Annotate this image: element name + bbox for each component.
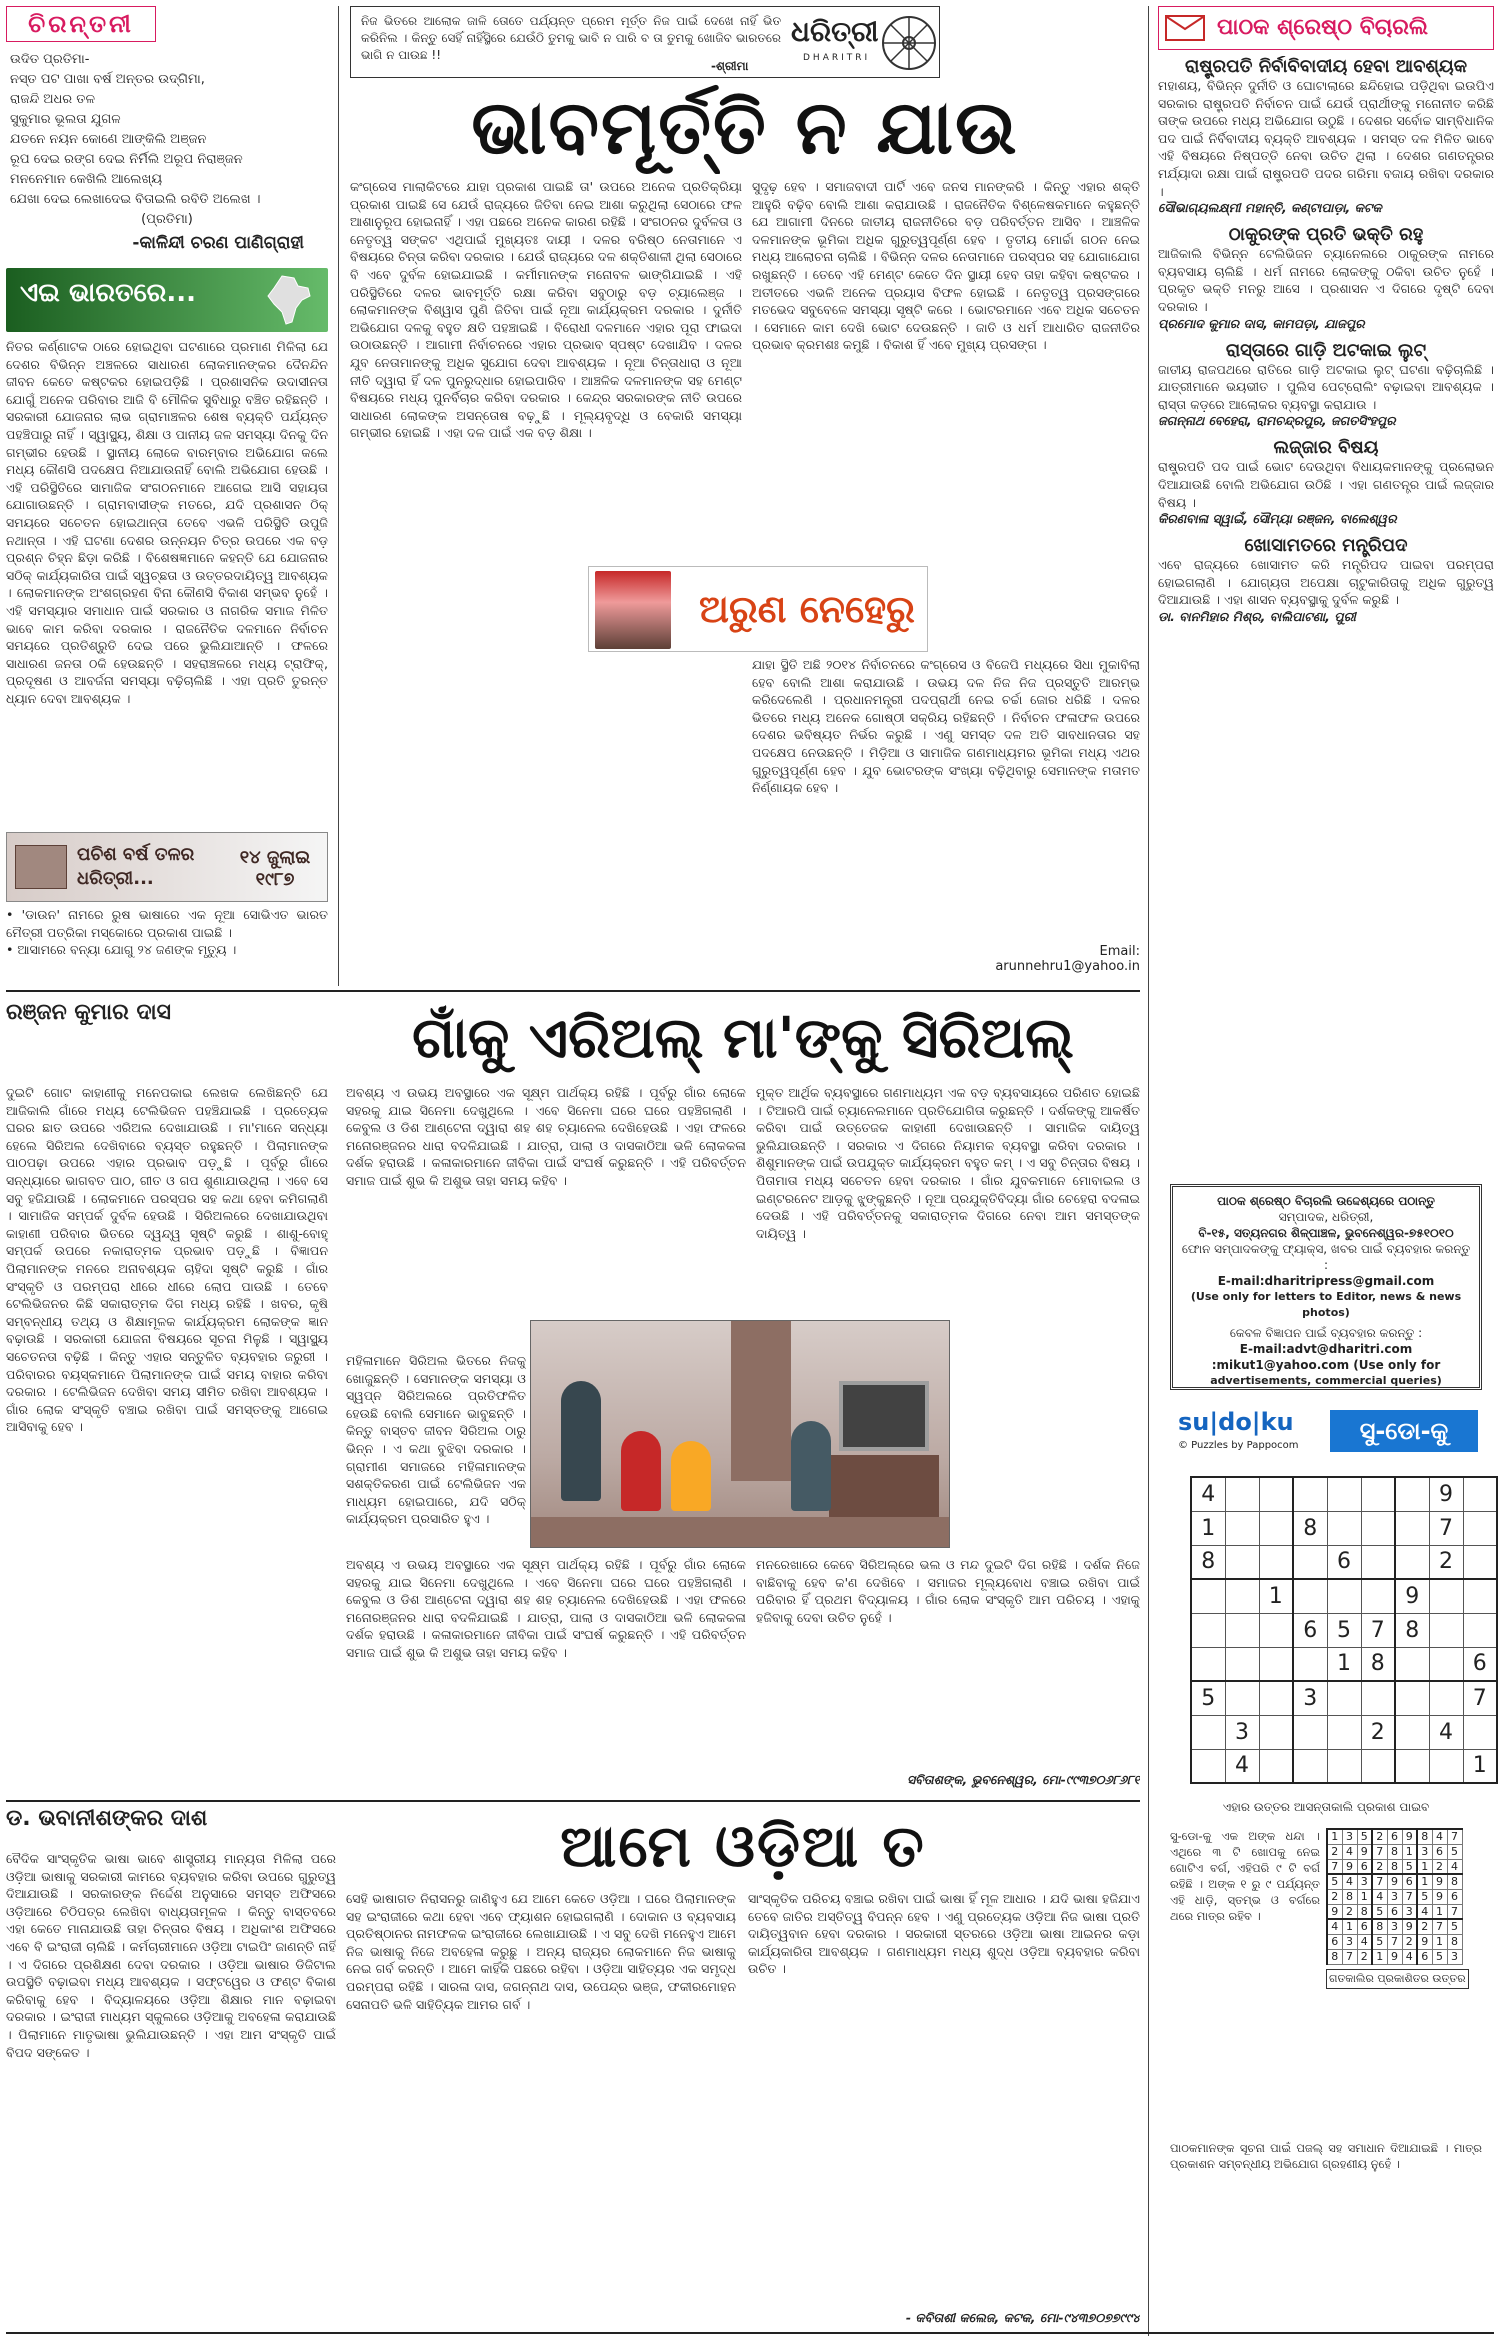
answer-cell: 7 [1432, 1919, 1447, 1934]
answer-cell-row [1327, 1949, 1462, 1964]
sudoku-cell: 1 [1327, 1647, 1361, 1681]
sudoku-cell[interactable] [1259, 1545, 1293, 1579]
answer-cell: 8 [1327, 1949, 1342, 1964]
sudoku-cell[interactable] [1293, 1477, 1327, 1511]
answer-cell: 2 [1417, 1919, 1432, 1934]
answer-cell: 7 [1372, 1844, 1387, 1859]
ganku-col3: ମୁକ୍ତ ଆର୍ଥିକ ବ୍ୟବସ୍ଥାରେ ଗଣମାଧ୍ୟମ ଏକ ବଡ଼ ବ୍ୟବସାୟରେ ପରିଣତ ହୋଇଛି । ଟିଆରପି ପାଇଁ ଚ୍ୟାନେଲମାନେ ପ୍ରତିଯୋଗିତା କରୁଛନ୍ତି । ଦର୍ଶକଙ୍କୁ ଆକର୍ଷିତ କରିବା ପାଇଁ ଉତ୍ତେଜକ କାହାଣୀ ଦେଖାଉଛନ୍ତି । ସାମାଜିକ ଦାୟିତ୍ୱ ଭୁଲିଯାଉଛନ୍ତି । ସରକାର ଏ ଦିଗରେ ନିୟାମକ ବ୍ୟବସ୍ଥା କରିବା ଦରକାର । ଶିଶୁମାନଙ୍କ ପାଇଁ ଉପଯୁକ୍ତ କାର୍ଯ୍ୟକ୍ରମ ବହୁତ କମ୍ । ଏ ସବୁ ଚିନ୍ତାର ବିଷୟ । ପିତାମାତା ମଧ୍ୟ ସଚେତନ ହେବା ଦରକାର । ଗାଁର ଯୁବକମାନେ ମୋବାଇଲ ଓ ଇଣ୍ଟରନେଟ ଆଡ଼କୁ ଝୁଙ୍କୁଛନ୍ତି । ନୂଆ ପ୍ରଯୁକ୍ତିବିଦ୍ୟା ଗାଁର ଚେହେରା ବଦଳାଇ ଦେଉଛି । ଏହି ପରିବର୍ତ୍ତନକୁ ସକାରାତ୍ମକ ଦିଗରେ ନେବା ଆମ ସମସ୍ତଙ୍କ ଦାୟିତ୍ୱ । [756, 1085, 1140, 1241]
pachisha-barsha-title: ପଚିଶ ବର୍ଷ ତଳର ଧରିତ୍ରୀ... [77, 844, 195, 889]
contact-email-1-note: (Use only for letters to Editor, news & news photos) [1190, 1290, 1462, 1319]
sudoku-cell[interactable] [1225, 1511, 1259, 1545]
sudoku-cell[interactable] [1463, 1579, 1497, 1613]
sudoku-cell[interactable] [1361, 1749, 1395, 1783]
right-column-divider [1148, 6, 1149, 2336]
sudoku-answer-caption: ଗତକାଲିର ପ୍ରକାଶିତର ଉତ୍ତର [1326, 1969, 1469, 1989]
answer-cell: 9 [1417, 1934, 1432, 1949]
sudoku-cell[interactable] [1327, 1681, 1361, 1715]
sudoku-cell: 9 [1429, 1477, 1463, 1511]
pathak-h4: ଲଜ୍ଜାର ବିଷୟ [1273, 437, 1379, 459]
sudoku-cell[interactable] [1463, 1715, 1497, 1749]
answer-cell: 4 [1327, 1919, 1342, 1934]
answer-cell: 8 [1447, 1934, 1462, 1949]
answer-cell-row [1327, 1859, 1462, 1874]
sudoku-cell[interactable] [1463, 1477, 1497, 1511]
answer-cell: 6 [1387, 1904, 1402, 1919]
sudoku-cell: 6 [1327, 1545, 1361, 1579]
chirantani-poem: ଉଦିତ ପ୍ରତିମା- ନସ୍ତ ପଟ ପାଖା ବର୍ଷ ଅନ୍ତର ଉଦ୍ଗିମା, ରାଜନ୍ଦି ଅଧର ତଳ ସୁକୁମାର ଭୂଲତା ଯୁଗଳ ଯତନେ ନୟନ କୋଣେ ଆଙ୍କିଲି ଅଞ୍ଜନ ରୂପ ଦେଇ ରଙ୍ଗ ଦେଇ ନିର୍ମିଲି ଅରୂପ ନିରାଞ୍ଜନ ମନନେମାନ କେଖିଲି ଆଲେଖ୍ୟ ଯେଖା ଦେଇ ଲେଖାଦେଇ ବିତାଇଲି ରବିତି ଅଲେଖ । [10, 52, 261, 207]
answer-cell: 9 [1432, 1889, 1447, 1904]
sudoku-cell: 8 [1395, 1613, 1429, 1647]
answer-cell: 1 [1357, 1889, 1372, 1904]
sudoku-cell[interactable] [1463, 1511, 1497, 1545]
answer-cell: 7 [1447, 1829, 1462, 1844]
answer-cell: 6 [1357, 1859, 1372, 1874]
answer-cell: 1 [1417, 1874, 1432, 1889]
sudoku-cell: 7 [1429, 1511, 1463, 1545]
ganku-col3-tail: ମନରେଖାରେ କେବେ ସିରିଅଲ୍ରେ ଭଲ ଓ ମନ୍ଦ ଦୁଇଟି ଦିଗ ରହିଛି । ଦର୍ଶକ ନିଜେ ବାଛିବାକୁ ହେବ କ'ଣ ଦେଖିବେ । ସମାଜର ମୂଲ୍ୟବୋଧ ବଞ୍ଚାଇ ରଖିବା ପାଇଁ ପରିବାର ହିଁ ପ୍ରଥମ ବିଦ୍ୟାଳୟ । ଗାଁର ଲୋକ ସଂସ୍କୃତି ଆମ ପରିଚୟ । ଏହାକୁ ହଜିବାକୁ ଦେବା ଉଚିତ ନୁହେଁ । [756, 1557, 1140, 1625]
pathak-b1: ମହାଶୟ, ବିଭିନ୍ନ ଦୁର୍ନୀତି ଓ ଘୋଟାଲାରେ ଛନ୍ଦିହୋଇ ପଡ଼ିଥିବା ଇଉପିଏ ସରକାର ରାଷ୍ଟ୍ରପତି ନିର୍ବାଚନ ପାଇଁ ଯେଉଁ ପ୍ରାର୍ଥୀଙ୍କୁ ମନୋନୀତ କରିଛି ତାଙ୍କ ଉପରେ ମଧ୍ୟ ଅଭିଯୋଗ ଉଠୁଛି । ଦେଶର ସର୍ବୋଚ୍ଚ ସାମ୍ବିଧାନିକ ପଦ ପାଇଁ ନିର୍ବିବାଦୀୟ ବ୍ୟକ୍ତି ଆବଶ୍ୟକ । ସମସ୍ତ ଦଳ ମିଳିତ ଭାବେ ଏହି ବିଷୟରେ ନିଷ୍ପତ୍ତି ନେବା ଉଚିତ ଥିଲା । ଦେଶର ଗଣତନ୍ତ୍ରର ମର୍ଯ୍ୟାଦା ରକ୍ଷା ପାଇଁ ରାଷ୍ଟ୍ରପତି ପଦର ଗରିମା ବଜାୟ ରଖିବା ଦରକାର । [1158, 78, 1494, 199]
ganku-headline: ଗାଁକୁ ଏରିଅଲ୍ ମା'ଙ୍କୁ ସିରିଅଲ୍ [412, 1006, 1074, 1071]
dharitri-logo-sub: DHARITRI [803, 53, 871, 63]
contact-line-4: ଫୋନ ସମ୍ପାଦକଙ୍କୁ ଫ୍ୟାକ୍ସ, ଖବର ପାଇଁ ବ୍ୟବହାର କରନ୍ତୁ : [1181, 1242, 1471, 1272]
author-photo [595, 571, 671, 649]
answer-cell: 9 [1387, 1949, 1402, 1964]
answer-cell: 5 [1417, 1889, 1432, 1904]
divider-low [6, 1800, 1140, 1802]
bhabamurti-headline: ଭାବମୂର୍ତ୍ତି ନ ଯାଉ [471, 85, 1019, 171]
sudoku-cell[interactable] [1463, 1613, 1497, 1647]
sudoku-cell[interactable] [1327, 1477, 1361, 1511]
sudoku-cell-row [1191, 1613, 1497, 1647]
ganku-col2: ଅବଶ୍ୟ ଏ ଉଭୟ ଅବସ୍ଥାରେ ଏକ ସୂକ୍ଷ୍ମ ପାର୍ଥକ୍ୟ ରହିଛି । ପୂର୍ବରୁ ଗାଁର ଲୋକେ ସହରକୁ ଯାଇ ସିନେମା ଦେଖୁଥିଲେ । ଏବେ ସିନେମା ଘରେ ଘରେ ପହଞ୍ଚିଗଲାଣି । କେବୁଲ ଓ ଡିଶ ଆଣ୍ଟେନା ଦ୍ୱାରା ଶହ ଶହ ଚ୍ୟାନେଲ ଦେଖିହେଉଛି । ଏହା ଫଳରେ ମନୋରଞ୍ଜନର ଧାରା ବଦଳିଯାଇଛି । ଯାତ୍ରା, ପାଲା ଓ ଦାସକାଠିଆ ଭଳି ଲୋକକଳା ଦର୍ଶକ ହରାଉଛି । କଳାକାରମାନେ ଜୀବିକା ପାଇଁ ସଂଘର୍ଷ କରୁଛନ୍ତି । ଏହି ପରିବର୍ତ୍ତନ ସମାଜ ପାଇଁ ଶୁଭ କି ଅଶୁଭ ତାହା ସମୟ କହିବ । [346, 1085, 746, 1188]
answer-cell: 3 [1387, 1889, 1402, 1904]
ganku-col2-bottom: ଅବଶ୍ୟ ଏ ଉଭୟ ଅବସ୍ଥାରେ ଏକ ସୂକ୍ଷ୍ମ ପାର୍ଥକ୍ୟ ରହିଛି । ପୂର୍ବରୁ ଗାଁର ଲୋକେ ସହରକୁ ଯାଇ ସିନେମା ଦେଖୁଥିଲେ । ଏବେ ସିନେମା ଘରେ ଘରେ ପହଞ୍ଚିଗଲାଣି । କେବୁଲ ଓ ଡିଶ ଆଣ୍ଟେନା ଦ୍ୱାରା ଶହ ଶହ ଚ୍ୟାନେଲ ଦେଖିହେଉଛି । ଏହା ଫଳରେ ମନୋରଞ୍ଜନର ଧାରା ବଦଳିଯାଇଛି । ଯାତ୍ରା, ପାଲା ଓ ଦାସକାଠିଆ ଭଳି ଲୋକକଳା ଦର୍ଶକ ହରାଉଛି । କଳାକାରମାନେ ଜୀବିକା ପାଇଁ ସଂଘର୍ଷ କରୁଛନ୍ତି । ଏହି ପରିବର୍ତ୍ତନ ସମାଜ ପାଇଁ ଶୁଭ କି ଅଶୁଭ ତାହା ସମୟ କହିବ । [346, 1557, 746, 1660]
answer-cell: 8 [1447, 1874, 1462, 1889]
sudoku-cell[interactable] [1259, 1749, 1293, 1783]
answer-cell: 7 [1387, 1934, 1402, 1949]
sudoku-cell: 2 [1429, 1545, 1463, 1579]
contact-email-1[interactable]: E-mail:dharitripress@gmail.com [1217, 1274, 1435, 1288]
answer-cell: 3 [1357, 1874, 1372, 1889]
sudoku-cell[interactable] [1429, 1681, 1463, 1715]
answer-cell: 3 [1447, 1949, 1462, 1964]
newspaper-icon [15, 845, 67, 889]
answer-cell-row [1327, 1934, 1462, 1949]
answer-cell: 7 [1342, 1949, 1357, 1964]
envelope-icon [1165, 15, 1205, 41]
chirantani-title: ଚିରନ୍ତନୀ [28, 10, 134, 38]
bottom-border [6, 2332, 1494, 2334]
sudoku-cell[interactable] [1361, 1511, 1395, 1545]
ame-odia-col2: ସେହି ଭାଷାଗତ ନିରାସନରୁ ଜାଣିହୁଏ ଯେ ଆମେ କେତେ ଓଡ଼ିଆ । ଘରେ ପିଲାମାନଙ୍କ ସହ ଇଂରାଜୀରେ କଥା ହେବା ଏବେ ଫ୍ୟାଶନ ହୋଇଗଲାଣି । ଦୋକାନ ଓ ବ୍ୟବସାୟ ପ୍ରତିଷ୍ଠାନର ନାମଫଳକ ଇଂରାଜୀରେ ଲେଖାଯାଉଛି । ଏ ସବୁ ଦେଖି ମନେହୁଏ ଆମେ ନିଜ ଭାଷାକୁ ନିଜେ ଅବହେଳା କରୁଛୁ । ଅନ୍ୟ ରାଜ୍ୟର ଲୋକମାନେ ନିଜ ଭାଷାକୁ ନେଇ ଗର୍ବ କରନ୍ତି । ଆମେ କାହିଁକି ପଛରେ ରହିବା । ଓଡ଼ିଆ ସାହିତ୍ୟର ଏକ ସମୃଦ୍ଧ ପରମ୍ପରା ରହିଛି । ସାରଳା ଦାସ, ଜଗନ୍ନାଥ ଦାସ, ଉପେନ୍ଦ୍ର ଭଞ୍ଜ, ଫକୀରମୋହନ ସେନାପତି ଭଳି ସାହିତ୍ୟିକ ଆମର ଗର୍ବ । [346, 1891, 736, 2012]
answer-cell: 9 [1327, 1904, 1342, 1919]
floor [531, 1517, 949, 1547]
ei-bharatare-title: ଏଇ ଭାରତରେ... [20, 278, 196, 308]
sudoku-cell: 3 [1225, 1715, 1259, 1749]
answer-cell: 4 [1357, 1934, 1372, 1949]
chirantani-author: -କାଳିନ୍ଦୀ ଚରଣ ପାଣିଗ୍ରାହୀ [132, 233, 304, 253]
sudoku-cell-row [1191, 1715, 1497, 1749]
answer-cell: 2 [1432, 1859, 1447, 1874]
answer-cell: 5 [1447, 1919, 1462, 1934]
divider-mid [6, 990, 1140, 992]
pathak-s4: କିରଣବାଳା ସ୍ୱାଇଁ, ସୌମ୍ୟା ରଞ୍ଜନ, ବାଲେଶ୍ୱର [1158, 511, 1397, 527]
answer-cell: 3 [1342, 1934, 1357, 1949]
sudoku-cell-row [1191, 1647, 1497, 1681]
answer-cell: 8 [1387, 1859, 1402, 1874]
masthead-quote-box [350, 6, 940, 78]
answer-cell: 1 [1372, 1949, 1387, 1964]
pachisha-barsha-date: ୧୪ ଜୁଲାଇ ୧୯୮୭ [239, 847, 311, 890]
sudoku-cell[interactable] [1327, 1511, 1361, 1545]
sudoku-cell[interactable] [1225, 1579, 1259, 1613]
answer-cell: 2 [1372, 1859, 1387, 1874]
ei-bharatare-body: ନିତର କର୍ଣ୍ଣାଟକ ଠାରେ ହୋଇଥିବା ଘଟଣାରେ ପ୍ରମାଣ ମିଳିଲା ଯେ ଦେଶର ବିଭିନ୍ନ ଅଞ୍ଚଳରେ ସାଧାରଣ ଲୋକମାନଙ୍କର ଦୈନନ୍ଦିନ ଜୀବନ କେତେ କଷ୍ଟକର ହୋଇପଡ଼ିଛି । ପ୍ରଶାସନିକ ଉଦାସୀନତା ଯୋଗୁଁ ଅନେକ ପରିବାର ଆଜି ବି ମୌଳିକ ସୁବିଧାରୁ ବଞ୍ଚିତ ରହିଛନ୍ତି । ସରକାରୀ ଯୋଜନାର ଲାଭ ଗ୍ରାମାଞ୍ଚଳର ଶେଷ ବ୍ୟକ୍ତି ପର୍ଯ୍ୟନ୍ତ ପହଞ୍ଚିପାରୁ ନାହିଁ । ସ୍ୱାସ୍ଥ୍ୟ, ଶିକ୍ଷା ଓ ପାନୀୟ ଜଳ ସମସ୍ୟା ଦିନକୁ ଦିନ ଗମ୍ଭୀର ହେଉଛି । ସ୍ଥାନୀୟ ଲୋକେ ବାରମ୍ବାର ଅଭିଯୋଗ କଲେ ମଧ୍ୟ କୌଣସି ପଦକ୍ଷେପ ନିଆଯାଉନାହିଁ ବୋଲି ଅଭିଯୋଗ ହେଉଛି । ଏହି ପରିସ୍ଥିତିରେ ସାମାଜିକ ସଂଗଠନମାନେ ଆଗେଇ ଆସି ସହାୟତା ଯୋଗାଉଛନ୍ତି । ଗ୍ରାମବାସୀଙ୍କ ମତରେ, ଯଦି ପ୍ରଶାସନ ଠିକ୍ ସମୟରେ ସଚେତନ ହୋଇଥାନ୍ତା ତେବେ ଏଭଳି ପରିସ୍ଥିତି ଉପୁଜି ନଥାନ୍ତା । ଏହି ଘଟଣା ଦେଶର ଉନ୍ନୟନ ଚିତ୍ର ଉପରେ ଏକ ବଡ଼ ପ୍ରଶ୍ନ ଚିହ୍ନ ଛିଡ଼ା କରିଛି । ବିଶେଷଜ୍ଞମାନେ କହନ୍ତି ଯେ ଯୋଜନାର ସଠିକ୍ କାର୍ଯ୍ୟକାରିତା ପାଇଁ ସ୍ୱଚ୍ଛତା ଓ ଉତ୍ତରଦାୟିତ୍ୱ ଆବଶ୍ୟକ । ଲୋକମାନଙ୍କ ଅଂଶଗ୍ରହଣ ବିନା କୌଣସି ବିକାଶ ସମ୍ଭବ ନୁହେଁ । ଏହି ସମସ୍ୟାର ସମାଧାନ ପାଇଁ ସରକାର ଓ ନାଗରିକ ସମାଜ ମିଳିତ ଭାବେ କାମ କରିବା ଦରକାର । ରାଜନୈତିକ ଦଳମାନେ ନିର୍ବାଚନ ସମୟରେ ପ୍ରତିଶ୍ରୁତି ଦେଇ ପରେ ଭୁଲିଯାଆନ୍ତି । ଫଳରେ ସାଧାରଣ ଜନତା ଠକି ହେଉଛନ୍ତି । ସହରାଞ୍ଚଳରେ ମଧ୍ୟ ଟ୍ରାଫିକ୍, ପ୍ରଦୂଷଣ ଓ ଆବର୍ଜନା ସମସ୍ୟା ବଢ଼ିଚାଲିଛି । ଏହା ପ୍ରତି ତୁରନ୍ତ ଧ୍ୟାନ ଦେବା ଆବଶ୍ୟକ । [6, 339, 328, 706]
answer-cell: 2 [1372, 1829, 1387, 1844]
contact-line-2: ସମ୍ପାଦକ, ଧରିତ୍ରୀ, [1278, 1210, 1374, 1224]
sudoku-logo-sub: © Puzzles by Pappocom [1178, 1440, 1299, 1451]
person-2 [621, 1431, 661, 1511]
sudoku-cell[interactable] [1259, 1477, 1293, 1511]
sudoku-header [1170, 1404, 1482, 1464]
pathak-b3: ଜାତୀୟ ରାଜପଥରେ ରାତିରେ ଗାଡ଼ି ଅଟକାଇ ଲୁଟ୍ ଘଟଣା ବଢ଼ିଚାଲିଛି । ଯାତ୍ରୀମାନେ ଭୟଭୀତ । ପୁଲିସ ପେଟ୍ରୋଲିଂ ବଢ଼ାଇବା ଆବଶ୍ୟକ । ରାସ୍ତା କଡ଼ରେ ଆଲୋକର ବ୍ୟବସ୍ଥା କରାଯାଉ । [1158, 361, 1494, 412]
sudoku-cell: 6 [1293, 1613, 1327, 1647]
answer-cell: 9 [1432, 1874, 1447, 1889]
answer-cell: 6 [1402, 1874, 1417, 1889]
sudoku-cell[interactable] [1395, 1647, 1429, 1681]
person-4 [791, 1421, 831, 1511]
ei-bharatare-banner [6, 268, 328, 332]
sudoku-cell[interactable] [1395, 1545, 1429, 1579]
sudoku-cell: 4 [1225, 1749, 1259, 1783]
sudoku-cell: 8 [1191, 1545, 1225, 1579]
bhabamurti-email[interactable]: Email: arunnehru1@yahoo.in [995, 944, 1140, 974]
door [731, 1321, 791, 1481]
answer-cell: 2 [1342, 1904, 1357, 1919]
answer-cell: 1 [1417, 1859, 1432, 1874]
sudoku-cell: 8 [1361, 1647, 1395, 1681]
answer-cell: 1 [1432, 1904, 1447, 1919]
sudoku-cell[interactable] [1293, 1715, 1327, 1749]
sudoku-cell-row [1191, 1511, 1497, 1545]
answer-cell: 2 [1357, 1949, 1372, 1964]
sudoku-cell[interactable] [1225, 1477, 1259, 1511]
contact-line-3: ବି-୧୫, ସତ୍ୟନଗର ଶିଳ୍ପାଞ୍ଚଳ, ଭୁବନେଶ୍ୱର-୭୫୧୦୧୦ [1198, 1226, 1454, 1240]
answer-cell: 5 [1327, 1874, 1342, 1889]
answer-cell: 5 [1357, 1829, 1372, 1844]
contact-email-3-note: advertisements, commercial queries) [1210, 1374, 1442, 1387]
ame-odia-byline: ଡ. ଭବାନୀଶଙ୍କର ଦାଶ [6, 1806, 208, 1831]
answer-cell: 2 [1327, 1889, 1342, 1904]
sudoku-cell[interactable] [1361, 1681, 1395, 1715]
pachisha-barsha-box [6, 832, 328, 902]
sudoku-cell[interactable] [1361, 1477, 1395, 1511]
answer-cell: 6 [1357, 1919, 1372, 1934]
answer-cell-row [1327, 1889, 1462, 1904]
bhabamurti-col2: ସୁଦୃଢ଼ ହେବ । ସମାଜବାଦୀ ପାର୍ଟି ଏବେ ଜନସ ମାନଙ୍କରି । କିନ୍ତୁ ଏହାର ଶକ୍ତି ଆହୁରି ବଢ଼ିବ ବୋଲି ଆଶା କରାଯାଉଛି । ରାଜନୈତିକ ବିଶ୍ଳେଷକମାନେ କହୁଛନ୍ତି ଯେ ଆଗାମୀ ଦିନରେ ଜାତୀୟ ରାଜନୀତିରେ ବଡ଼ ପରିବର୍ତ୍ତନ ଆସିବ । ଆଞ୍ଚଳିକ ଦଳମାନଙ୍କ ଭୂମିକା ଅଧିକ ଗୁରୁତ୍ୱପୂର୍ଣ୍ଣ ହେବ । ତୃତୀୟ ମୋର୍ଚ୍ଚା ଗଠନ ନେଇ ମଧ୍ୟ ଆଲୋଚନା ଚାଲିଛି । ବିଭିନ୍ନ ଦଳର ନେତାମାନେ ପରସ୍ପର ସହ ଯୋଗାଯୋଗ ରଖୁଛନ୍ତି । ତେବେ ଏହି ମେଣ୍ଟ କେତେ ଦିନ ସ୍ଥାୟୀ ହେବ ତାହା କହିବା କଷ୍ଟକର । ଅତୀତରେ ଏଭଳି ଅନେକ ପ୍ରୟାସ ବିଫଳ ହୋଇଛି । ନେତୃତ୍ୱ ପ୍ରସଙ୍ଗରେ ମତଭେଦ ସବୁବେଳେ ସମସ୍ୟା ସୃଷ୍ଟି କରେ । ଭୋଟରମାନେ ଏବେ ଅଧିକ ସଚେତନ । ସେମାନେ କାମ ଦେଖି ଭୋଟ ଦେଉଛନ୍ତି । ଜାତି ଓ ଧର୍ମ ଆଧାରିତ ରାଜନୀତିର ପ୍ରଭାବ କ୍ରମଶଃ କମୁଛି । ବିକାଶ ହିଁ ଏବେ ମୁଖ୍ୟ ପ୍ରସଙ୍ଗ । [752, 179, 1140, 353]
chakra-icon [881, 13, 937, 73]
contact-email-2[interactable]: E-mail:advt@dharitri.com [1239, 1342, 1413, 1356]
sudoku-cell[interactable] [1225, 1545, 1259, 1579]
sudoku-cell: 9 [1395, 1579, 1429, 1613]
sudoku-cell[interactable] [1429, 1613, 1463, 1647]
answer-cell: 9 [1402, 1829, 1417, 1844]
answer-cell: 8 [1387, 1844, 1402, 1859]
answer-cell-row [1327, 1844, 1462, 1859]
sudoku-cell[interactable] [1361, 1545, 1395, 1579]
sudoku-cell[interactable] [1225, 1613, 1259, 1647]
sudoku-cell[interactable] [1191, 1579, 1225, 1613]
sudoku-cell[interactable] [1327, 1579, 1361, 1613]
pathak-banner-title: ପାଠକ ଶ୍ରେଷ୍ଠ ବିଚାରଲି [1217, 15, 1429, 40]
pathak-letters [1158, 56, 1494, 1176]
answer-cell: 5 [1372, 1934, 1387, 1949]
sudoku-cell[interactable] [1293, 1579, 1327, 1613]
author-box [588, 566, 928, 652]
ame-odia-signature: - କବିତାଶୀ କଲେଜ, କଟକ, ମୋ-୯୪୩୭୦୭୭୯୯୪ [905, 2310, 1140, 2325]
answer-cell: 5 [1372, 1904, 1387, 1919]
sudoku-logo: su|do|ku [1178, 1408, 1294, 1436]
sudoku-cell[interactable] [1395, 1715, 1429, 1749]
answer-cell-row [1327, 1904, 1462, 1919]
sudoku-cell[interactable] [1429, 1647, 1463, 1681]
sudoku-cell[interactable] [1293, 1647, 1327, 1681]
bhabamurti-col2-tail: ଯାହା ସ୍ଥିତି ଅଛି ୨୦୧୪ ନିର୍ବାଚନରେ କଂଗ୍ରେସ ଓ ବିଜେପି ମଧ୍ୟରେ ସିଧା ମୁକାବିଲା ହେବ ବୋଲି ଆଶା କରାଯାଉଛି । ଉଭୟ ଦଳ ନିଜ ନିଜ ପ୍ରସ୍ତୁତି ଆରମ୍ଭ କରିଦେଲେଣି । ପ୍ରଧାନମନ୍ତ୍ରୀ ପଦପ୍ରାର୍ଥୀ ନେଇ ଚର୍ଚ୍ଚା ଜୋର ଧରିଛି । ଦଳର ଭିତରେ ମଧ୍ୟ ଅନେକ ଗୋଷ୍ଠୀ ସକ୍ରିୟ ରହିଛନ୍ତି । ନିର୍ବାଚନ ଫଳାଫଳ ଉପରେ ଦେଶର ଭବିଷ୍ୟତ ନିର୍ଭର କରୁଛି । ଏଣୁ ସମସ୍ତ ଦଳ ଅତି ସାବଧାନତାର ସହ ପଦକ୍ଷେପ ନେଉଛନ୍ତି । ମିଡ଼ିଆ ଓ ସାମାଜିକ ଗଣମାଧ୍ୟମର ଭୂମିକା ମଧ୍ୟ ଏଥର ଗୁରୁତ୍ୱପୂର୍ଣ୍ଣ ହେବ । ଯୁବ ଭୋଟରଙ୍କ ସଂଖ୍ୟା ବଢ଼ିଥିବାରୁ ସେମାନଙ୍କ ମତାମତ ନିର୍ଣ୍ଣାୟକ ହେବ । [752, 657, 1140, 796]
pachisha-barsha-items [6, 906, 328, 986]
sudoku-cell: 1 [1259, 1579, 1293, 1613]
sudoku-cell[interactable] [1259, 1715, 1293, 1749]
chirantani-section [6, 6, 328, 264]
sudoku-cell[interactable] [1395, 1477, 1429, 1511]
answer-cell: 8 [1342, 1889, 1357, 1904]
sudoku-cell[interactable] [1225, 1681, 1259, 1715]
answer-cell: 9 [1402, 1919, 1417, 1934]
pathak-b2: ଆଜିକାଲି ବିଭିନ୍ନ ଟେଲିଭିଜନ ଚ୍ୟାନେଲରେ ଠାକୁରଙ୍କ ନାମରେ ବ୍ୟବସାୟ ଚାଲିଛି । ଧର୍ମ ନାମରେ ଲୋକଙ୍କୁ ଠକିବା ଉଚିତ ନୁହେଁ । ପ୍ରକୃତ ଭକ୍ତି ମନରୁ ଆସେ । ପ୍ରଶାସନ ଏ ଦିଗରେ ଦୃଷ୍ଟି ଦେବା ଦରକାର । [1158, 246, 1494, 314]
sudoku-cell: 7 [1361, 1613, 1395, 1647]
pachisha-item: • 'ଡାଉନ' ନାମରେ ରୁଷ ଭାଷାରେ ଏକ ନୂଆ ସୋଭିଏତ ଭାରତ ମୈତ୍ରୀ ପତ୍ରିକା ମସ୍କୋରେ ପ୍ରକାଶ ପାଇଛି । [6, 907, 328, 940]
answer-cell: 6 [1387, 1829, 1402, 1844]
sudoku-cell[interactable] [1463, 1545, 1497, 1579]
tv-stand [829, 1455, 939, 1525]
answer-cell: 1 [1432, 1934, 1447, 1949]
answer-cell: 4 [1447, 1859, 1462, 1874]
sudoku-cell[interactable] [1293, 1545, 1327, 1579]
answer-cell-row [1327, 1874, 1462, 1889]
answer-cell: 8 [1417, 1829, 1432, 1844]
person-1 [561, 1381, 601, 1501]
sudoku-cell[interactable] [1429, 1749, 1463, 1783]
answer-cell: 3 [1417, 1844, 1432, 1859]
pathak-s1: ସୌଭାଗ୍ୟଲକ୍ଷ୍ମୀ ମହାନ୍ତି, କଣ୍ଟାପାଡ଼ା, କଟକ [1158, 200, 1382, 216]
contact-line-5: କେବଳ ବିଜ୍ଞାପନ ପାଇଁ ବ୍ୟବହାର କରନ୍ତୁ : [1229, 1326, 1423, 1340]
answer-cell: 1 [1327, 1829, 1342, 1844]
bhabamurti-col1: କଂଗ୍ରେସ ମାଲାକିଟରେ ଯାହା ପ୍ରକାଶ ପାଇଛି ତା' ଉପରେ ଅନେକ ପ୍ରତିକ୍ରିୟା ପ୍ରକାଶ ପାଇଛି ସେ ଯେଉଁ ରାଜ୍ୟରେ ଜିତିବା ନେଇ ଆଶା କରୁଥିଲା ସେଠାରେ ଫଳ ଆଶାନୁରୂପ ହୋଇନାହିଁ । ଏହା ପଛରେ ଅନେକ କାରଣ ରହିଛି । ସଂଗଠନର ଦୁର୍ବଳତା ଓ ନେତୃତ୍ୱ ସଙ୍କଟ ଏଥିପାଇଁ ମୁଖ୍ୟତଃ ଦାୟୀ । ଦଳର ବରିଷ୍ଠ ନେତାମାନେ ଏ ବିଷୟରେ ଚିନ୍ତା କରିବା ଦରକାର । ଯେଉଁ ରାଜ୍ୟରେ ଦଳ ଶକ୍ତିଶାଳୀ ଥିଲା ସେଠାରେ ବି ଏବେ ଦୁର୍ବଳ ହୋଇଯାଇଛି । କର୍ମୀମାନଙ୍କ ମନୋବଳ ଭାଙ୍ଗିଯାଇଛି । ଏହି ପରିସ୍ଥିତିରେ ଦଳର ଭାବମୂର୍ତ୍ତି ରକ୍ଷା କରିବା ସବୁଠାରୁ ବଡ଼ ଚ୍ୟାଲେଞ୍ଜ । ଲୋକମାନଙ୍କ ବିଶ୍ୱାସ ପୁଣି ଜିତିବା ପାଇଁ ନୂଆ କାର୍ଯ୍ୟକ୍ରମ ଦରକାର । ଦୁର୍ନୀତି ଅଭିଯୋଗ ଦଳକୁ ବହୁତ କ୍ଷତି ପହଞ୍ଚାଇଛି । ବିରୋଧୀ ଦଳମାନେ ଏହାର ପୂରା ଫାଇଦା ଉଠାଉଛନ୍ତି । ଆଗାମୀ ନିର୍ବାଚନରେ ଏହାର ପ୍ରଭାବ ସ୍ପଷ୍ଟ ଦେଖାଯିବ । ଦଳର ଯୁବ ନେତାମାନଙ୍କୁ ଅଧିକ ସୁଯୋଗ ଦେବା ଆବଶ୍ୟକ । ନୂଆ ଚିନ୍ତାଧାରା ଓ ନୂଆ ନୀତି ଦ୍ୱାରା ହିଁ ଦଳ ପୁନରୁଦ୍ଧାର ହୋଇପାରିବ । ଆଞ୍ଚଳିକ ଦଳମାନଙ୍କ ସହ ମେଣ୍ଟ ବିଷୟରେ ମଧ୍ୟ ପୁନର୍ବିଚାର କରିବା ଦରକାର । କେନ୍ଦ୍ର ସରକାରଙ୍କ ନୀତି ଉପରେ ସାଧାରଣ ଲୋକଙ୍କ ଅସନ୍ତୋଷ ବଢ଼ୁଛି । ମୂଲ୍ୟବୃଦ୍ଧି ଓ ବେକାରି ସମସ୍ୟା ଗମ୍ଭୀର ହୋଇଛି । ଏହା ଦଳ ପାଇଁ ଏକ ବଡ଼ ଶିକ୍ଷା । [350, 179, 742, 441]
sudoku-cell[interactable] [1191, 1613, 1225, 1647]
answer-cell: 2 [1402, 1934, 1417, 1949]
sudoku-cell[interactable] [1259, 1681, 1293, 1715]
pathak-b5: ଏବେ ରାଜ୍ୟରେ ଖୋସାମତ କରି ମନ୍ତ୍ରିପଦ ପାଇବା ପରମ୍ପରା ହୋଇଗଲାଣି । ଯୋଗ୍ୟତା ଅପେକ୍ଷା ଚାଟୁକାରିତାକୁ ଅଧିକ ଗୁରୁତ୍ୱ ଦିଆଯାଉଛି । ଏହା ଶାସନ ବ୍ୟବସ୍ଥାକୁ ଦୁର୍ବଳ କରୁଛି । [1158, 557, 1494, 608]
sudoku-cell[interactable] [1327, 1715, 1361, 1749]
contact-box [1170, 1184, 1482, 1390]
answer-cell: 5 [1447, 1844, 1462, 1859]
sudoku-cell: 4 [1429, 1715, 1463, 1749]
sudoku-cell[interactable] [1259, 1647, 1293, 1681]
sudoku-cell: 2 [1361, 1715, 1395, 1749]
sudoku-cell: 8 [1293, 1511, 1327, 1545]
sudoku-grid-wrap [1190, 1476, 1498, 1784]
left-column-divider [338, 6, 339, 986]
pathak-s5: ଡା. ବାନମିହାର ମିଶ୍ର, ବାଲିପାଟଣା, ପୁରୀ [1158, 608, 1356, 624]
sudoku-answer-wrap [1326, 1828, 1469, 1989]
sudoku-cell-row [1191, 1477, 1497, 1511]
sudoku-rules: ସୁ-ଡୋ-କୁ ଏକ ଅଙ୍କ ଧନ୍ଦା । ଏଥିରେ ୩ ଟି ଖୋପକୁ ନେଇ ଗୋଟିଏ ବର୍ଗ, ଏହିପରି ୯ ଟି ବର୍ଗ ରହିଛି । ଅଙ୍କ ୧ ରୁ ୯ ପର୍ଯ୍ୟନ୍ତ ଏହି ଧାଡ଼ି, ସ୍ତମ୍ଭ ଓ ବର୍ଗରେ ଥରେ ମାତ୍ର ରହିବ । [1170, 1829, 1320, 1923]
pathak-s3: ଜଗନ୍ନାଥ ବେହେରା, ରାମଚନ୍ଦ୍ରପୁର, ଜଗତସିଂହପୁର [1158, 413, 1396, 429]
answer-cell: 6 [1447, 1889, 1462, 1904]
answer-cell: 4 [1417, 1904, 1432, 1919]
sudoku-cell[interactable] [1293, 1749, 1327, 1783]
sudoku-cell-row [1191, 1545, 1497, 1579]
answer-cell: 4 [1402, 1949, 1417, 1964]
answer-cell: 9 [1342, 1859, 1357, 1874]
chirantani-title-box [6, 6, 156, 42]
answer-cell-row [1327, 1829, 1462, 1844]
answer-cell: 6 [1417, 1949, 1432, 1964]
answer-cell: 7 [1327, 1859, 1342, 1874]
sudoku-cell-row [1191, 1749, 1497, 1783]
dharitri-logo: ଧରିତ୍ରୀ [791, 15, 879, 48]
pathak-h5: ଖୋସାମତରେ ମନ୍ତ୍ରିପଦ [1244, 535, 1408, 557]
answer-cell: 9 [1357, 1844, 1372, 1859]
answer-cell: 4 [1342, 1874, 1357, 1889]
answer-cell: 7 [1447, 1904, 1462, 1919]
chirantani-poem-note: (ପ୍ରତିମା) [141, 212, 193, 227]
contact-line-1: ପାଠକ ଶ୍ରେଷ୍ଠ ବିଚାରଲି ଉଦ୍ଦେଶ୍ୟରେ ପଠାନ୍ତୁ [1217, 1194, 1435, 1208]
masthead-quote-author: -ଶ୍ରୀମା [711, 59, 749, 73]
sudoku-cell: 7 [1463, 1681, 1497, 1715]
sudoku-cell[interactable] [1259, 1511, 1293, 1545]
answer-cell: 4 [1432, 1829, 1447, 1844]
ganku-byline: ରଞ୍ଜନ କୁମାର ଦାସ [6, 1000, 171, 1025]
sudoku-cell[interactable] [1395, 1749, 1429, 1783]
sudoku-cell[interactable] [1395, 1681, 1429, 1715]
contact-email-3[interactable]: :mikut1@yahoo.com (Use only for [1211, 1358, 1441, 1372]
sudoku-cell-row [1191, 1579, 1497, 1613]
sudoku-footer: ପାଠକମାନଙ୍କ ସୂଚନା ପାଇଁ ପଜଲ୍ ସହ ସମାଧାନ ଦିଆଯାଇଛି । ମାତ୍ର ପ୍ରକାଶନ ସମ୍ବନ୍ଧୀୟ ଅଭିଯୋଗ ଗ୍ରହଣୀୟ ନୁହେଁ । [1170, 2141, 1482, 2171]
sudoku-title: ସୁ-ଡୋ-କୁ [1330, 1410, 1478, 1452]
sudoku-cell: 1 [1191, 1511, 1225, 1545]
sudoku-cell[interactable] [1327, 1749, 1361, 1783]
pathak-h3: ରାସ୍ତାରେ ଗାଡ଼ି ଅଟକାଇ ଲୁଟ୍ [1225, 339, 1427, 361]
pathak-b4: ରାଷ୍ଟ୍ରପତି ପଦ ପାଇଁ ଭୋଟ ଦେଉଥିବା ବିଧାୟକମାନଙ୍କୁ ପ୍ରଲୋଭନ ଦିଆଯାଉଛି ବୋଲି ଅଭିଯୋଗ ଉଠିଛି । ଏହା ଗଣତନ୍ତ୍ର ପାଇଁ ଲଜ୍ଜାର ବିଷୟ । [1158, 459, 1494, 510]
masthead-quote: ନିଜ ଭିତରେ ଆଲୋକ ଜାଳି ତୋତେ ପର୍ଯ୍ୟନ୍ତ ପ୍ରେମ ମୂର୍ତ୍ତ ନିଜ ପାଇଁ ଦେଖେ ନାହିଁ ଭିତ କରିନିଲ । କିନ୍ତୁ ସେହିଁ ନାହିଁସ୍ଥିରେ ଯେଉଁଠି ତୁମକୁ ଭାବି ନ ପାରି ବ ତା ତୁମକୁ ଖୋଜିବ ଭାରତରେ ଭାଗି ନ ପାଉଛ !! [361, 14, 781, 62]
sudoku-cell: 3 [1293, 1681, 1327, 1715]
answer-cell: 4 [1342, 1844, 1357, 1859]
author-name: ଅରୁଣ ନେହେରୁ [699, 587, 915, 631]
ame-odia-headline: ଆମେ ଓଡ଼ିଆ ତ [560, 1812, 926, 1880]
answer-cell: 5 [1432, 1949, 1447, 1964]
sudoku-grid [1190, 1476, 1498, 1784]
ganku-signature: ସବିତାଶଙ୍କ, ଭୁବନେଶ୍ୱର, ମୋ-୯୯୩୭୦୬୮୬୮୧ [906, 1772, 1140, 1787]
answer-cell: 7 [1402, 1889, 1417, 1904]
pathak-banner [1158, 6, 1494, 50]
tv-set [839, 1381, 929, 1451]
ame-odia-col3: ସାଂସ୍କୃତିକ ପରିଚୟ ବଞ୍ଚାଇ ରଖିବା ପାଇଁ ଭାଷା ହିଁ ମୂଳ ଆଧାର । ଯଦି ଭାଷା ହଜିଯାଏ ତେବେ ଜାତିର ଅସ୍ତିତ୍ୱ ବିପନ୍ନ ହେବ । ଏଣୁ ପ୍ରତ୍ୟେକ ଓଡ଼ିଆ ନିଜ ଭାଷା ପ୍ରତି ଦାୟିତ୍ୱବାନ ହେବା ଦରକାର । ସରକାରୀ ସ୍ତରରେ ଓଡ଼ିଆ ଭାଷା ଆଇନର କଡ଼ା କାର୍ଯ୍ୟକାରିତା ଆବଶ୍ୟକ । ଗଣମାଧ୍ୟମ ମଧ୍ୟ ଶୁଦ୍ଧ ଓଡ଼ିଆ ବ୍ୟବହାର କରିବା ଉଚିତ । [748, 1891, 1140, 1977]
sudoku-cell-row [1191, 1681, 1497, 1715]
sudoku-cell[interactable] [1361, 1579, 1395, 1613]
answer-cell: 9 [1387, 1874, 1402, 1889]
india-map-icon [264, 274, 314, 326]
ganku-col2-tail: ମହିଳାମାନେ ସିରିଅଲ ଭିତରେ ନିଜକୁ ଖୋଜୁଛନ୍ତି । ସେମାନଙ୍କ ସମସ୍ୟା ଓ ସ୍ୱପ୍ନ ସିରିଅଲରେ ପ୍ରତିଫଳିତ ହେଉଛି ବୋଲି ସେମାନେ ଭାବୁଛନ୍ତି । କିନ୍ତୁ ବାସ୍ତବ ଜୀବନ ସିରିଅଲ ଠାରୁ ଭିନ୍ନ । ଏ କଥା ବୁଝିବା ଦରକାର । ଗ୍ରାମୀଣ ସମାଜରେ ମହିଳାମାନଙ୍କ ସଶକ୍ତିକରଣ ପାଇଁ ଟେଲିଭିଜନ ଏକ ମାଧ୍ୟମ ହୋଇପାରେ, ଯଦି ସଠିକ୍ କାର୍ଯ୍ୟକ୍ରମ ପ୍ରସାରିତ ହୁଏ । [346, 1353, 526, 1527]
answer-cell: 3 [1342, 1829, 1357, 1844]
sudoku-cell: 1 [1463, 1749, 1497, 1783]
sudoku-cell[interactable] [1191, 1647, 1225, 1681]
answer-cell-row [1327, 1919, 1462, 1934]
pathak-h1: ରାଷ୍ଟ୍ରପତି ନିର୍ବାବିବାଦୀୟ ହେବା ଆବଶ୍ୟକ [1184, 56, 1468, 77]
pachisha-item: • ଆସାମରେ ବନ୍ୟା ଯୋଗୁ ୨୪ ଜଣଙ୍କ ମୃତ୍ୟୁ । [6, 942, 237, 958]
sudoku-answer-note: ଏହାର ଉତ୍ତର ଆସନ୍ତାକାଲି ପ୍ରକାଶ ପାଇବ [1222, 1800, 1430, 1814]
sudoku-cell[interactable] [1225, 1647, 1259, 1681]
pathak-s2: ପ୍ରମୋଦ କୁମାର ଦାସ, କାମପଡ଼ା, ଯାଜପୁର [1158, 315, 1365, 331]
sudoku-cell: 4 [1191, 1477, 1225, 1511]
sudoku-cell: 5 [1191, 1681, 1225, 1715]
answer-cell: 5 [1402, 1859, 1417, 1874]
sudoku-answer-grid [1326, 1828, 1463, 1965]
sudoku-cell[interactable] [1429, 1579, 1463, 1613]
answer-cell: 6 [1432, 1844, 1447, 1859]
answer-cell: 6 [1327, 1934, 1342, 1949]
sudoku-cell[interactable] [1395, 1511, 1429, 1545]
answer-cell: 1 [1342, 1919, 1357, 1934]
sudoku-cell[interactable] [1191, 1715, 1225, 1749]
sudoku-cell: 5 [1327, 1613, 1361, 1647]
answer-cell: 7 [1372, 1874, 1387, 1889]
answer-cell: 8 [1372, 1919, 1387, 1934]
answer-cell: 4 [1372, 1889, 1387, 1904]
answer-cell: 8 [1357, 1904, 1372, 1919]
sudoku-cell[interactable] [1191, 1749, 1225, 1783]
answer-cell: 3 [1402, 1904, 1417, 1919]
ame-odia-col1: ବୈଦିକ ସାଂସ୍କୃତିକ ଭାଷା ଭାବେ ଶାସ୍ତ୍ରୀୟ ମାନ୍ୟତା ମିଳିଲା ପରେ ଓଡ଼ିଆ ଭାଷାକୁ ସରକାରୀ କାମରେ ବ୍ୟବହାର କରିବା ଉପରେ ଗୁରୁତ୍ୱ ଦିଆଯାଉଛି । ସରକାରଙ୍କ ନିର୍ଦ୍ଦେଶ ଅନୁସାରେ ସମସ୍ତ ଅଫିସରେ ଓଡ଼ିଆରେ ଚିଠିପତ୍ର ଲେଖିବା ବାଧ୍ୟତାମୂଳକ । କିନ୍ତୁ ବାସ୍ତବରେ ଏହା କେତେ ମାନାଯାଉଛି ତାହା ଚିନ୍ତାର ବିଷୟ । ଅଧିକାଂଶ ଅଫିସରେ ଏବେ ବି ଇଂରାଜୀ ଚାଲିଛି । କର୍ମଚାରୀମାନେ ଓଡ଼ିଆ ଟାଇପିଂ ଜାଣନ୍ତି ନାହିଁ । ଏ ଦିଗରେ ପ୍ରଶିକ୍ଷଣ ଦେବା ଦରକାର । ଓଡ଼ିଆ ଭାଷାର ଡିଜିଟାଲ ଉପସ୍ଥିତି ବଢ଼ାଇବା ମଧ୍ୟ ଆବଶ୍ୟକ । ସଫ୍ଟୱେର ଓ ଫଣ୍ଟ ବିକାଶ କରିବାକୁ ହେବ । ବିଦ୍ୟାଳୟରେ ଓଡ଼ିଆ ଶିକ୍ଷାର ମାନ ବଢ଼ାଇବା ଦରକାର । ଇଂରାଜୀ ମାଧ୍ୟମ ସ୍କୁଲରେ ଓଡ଼ିଆକୁ ଅବହେଳା କରାଯାଉଛି । ପିଲାମାନେ ମାତୃଭାଷା ଭୁଲିଯାଉଛନ୍ତି । ଏହା ଆମ ସଂସ୍କୃତି ପାଇଁ ବିପଦ ସଙ୍କେତ । [6, 1851, 336, 2060]
sudoku-cell[interactable] [1259, 1613, 1293, 1647]
answer-cell: 3 [1387, 1919, 1402, 1934]
answer-cell: 1 [1402, 1844, 1417, 1859]
ganku-col1: ଦୁଇଟି ଗୋଟ କାହାଣୀକୁ ମନେପକାଇ ଲେଖକ ଲେଖିଛନ୍ତି ଯେ ଆଜିକାଲି ଗାଁରେ ମଧ୍ୟ ଟେଲିଭିଜନ ପହଞ୍ଚିଯାଇଛି । ପ୍ରତ୍ୟେକ ଘରର ଛାତ ଉପରେ ଏରିଅଲ ଦେଖାଯାଉଛି । ମା'ମାନେ ସନ୍ଧ୍ୟା ହେଲେ ସିରିଅଲ ଦେଖିବାରେ ବ୍ୟସ୍ତ ରହୁଛନ୍ତି । ପିଲାମାନଙ୍କ ପାଠପଢ଼ା ଉପରେ ଏହାର ପ୍ରଭାବ ପଡ଼ୁଛି । ପୂର୍ବରୁ ଗାଁରେ ସନ୍ଧ୍ୟାରେ ଭାଗବତ ପାଠ, ଗୀତ ଓ ଗପ ଶୁଣାଯାଉଥିଲା । ଏବେ ସେ ସବୁ ହଜିଯାଉଛି । ଲୋକମାନେ ପରସ୍ପର ସହ କଥା ହେବା କମିଗଲାଣି । ସାମାଜିକ ସମ୍ପର୍କ ଦୁର୍ବଳ ହେଉଛି । ସିରିଅଲରେ ଦେଖାଯାଉଥିବା କାହାଣୀ ପରିବାର ଭିତରେ ଦ୍ୱନ୍ଦ୍ୱ ସୃଷ୍ଟି କରୁଛି । ଶାଶୁ-ବୋହୂ ସମ୍ପର୍କ ଉପରେ ନକାରାତ୍ମକ ପ୍ରଭାବ ପଡ଼ୁଛି । ବିଜ୍ଞାପନ ପିଲାମାନଙ୍କ ମନରେ ଅନାବଶ୍ୟକ ଚାହିଦା ସୃଷ୍ଟି କରୁଛି । ଗାଁର ସଂସ୍କୃତି ଓ ପରମ୍ପରା ଧୀରେ ଧୀରେ ଲୋପ ପାଉଛି । ତେବେ ଟେଲିଭିଜନର କିଛି ସକାରାତ୍ମକ ଦିଗ ମଧ୍ୟ ରହିଛି । ଖବର, କୃଷି ସମ୍ବନ୍ଧୀୟ ତଥ୍ୟ ଓ ଶିକ୍ଷାମୂଳକ କାର୍ଯ୍ୟକ୍ରମ ଲୋକଙ୍କ ଜ୍ଞାନ ବଢ଼ାଉଛି । ସରକାରୀ ଯୋଜନା ବିଷୟରେ ସୂଚନା ମିଳୁଛି । ସ୍ୱାସ୍ଥ୍ୟ ସଚେତନତା ବଢ଼ିଛି । କିନ୍ତୁ ଏହାର ସନ୍ତୁଳିତ ବ୍ୟବହାର ଜରୁରୀ । ପରିବାରର ବୟସ୍କମାନେ ପିଲାମାନଙ୍କ ପାଇଁ ସମୟ ବାହାର କରିବା ଦରକାର । ଟେଲିଭିଜନ ଦେଖିବା ସମୟ ସୀମିତ ରଖିବା ଆବଶ୍ୟକ । ଗାଁର ଲୋକ ସଂସ୍କୃତି ବଞ୍ଚାଇ ରଖିବା ପାଇଁ ସମସ୍ତଙ୍କୁ ଆଗେଇ ଆସିବାକୁ ହେବ । [6, 1085, 328, 1435]
person-3 [671, 1441, 711, 1511]
pathak-h2: ଠାକୁରଙ୍କ ପ୍ରତି ଭକ୍ତି ରହୁ [1228, 224, 1424, 246]
answer-cell: 2 [1327, 1844, 1342, 1859]
family-watching-tv-photo [530, 1320, 950, 1548]
sudoku-cell: 6 [1463, 1647, 1497, 1681]
